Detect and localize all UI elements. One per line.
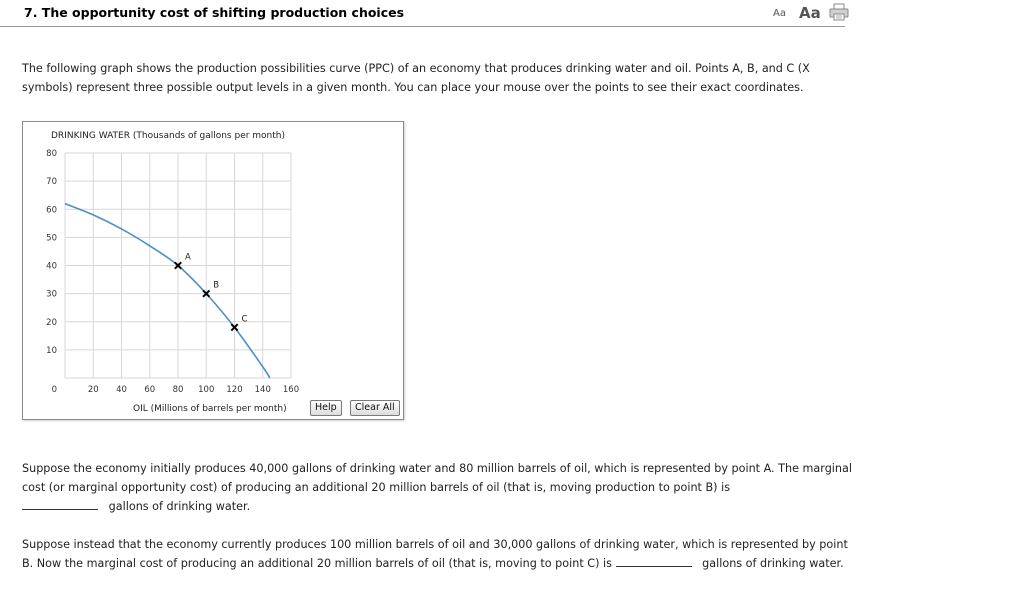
intro-text: The following graph shows the production possibilities curve (PPC) of an economy that produces drinking water and oil. Points A, B, and C (X symbols) represent three possible output levels in a given month. You can place your mouse over the points to see their exact coordinates. [22,62,810,94]
x-tick-label: 60 [144,385,156,395]
y-tick-label: 30 [46,289,57,300]
x-tick-label: 20 [87,385,99,395]
font-size-large-button[interactable]: Aa [799,4,821,22]
x-tick-label: 160 [282,385,300,395]
y-tick-label: 0 [51,385,57,395]
y-tick-label: 10 [46,345,57,356]
question-1-tail: gallons of drinking water. [108,500,251,513]
help-button[interactable]: Help [310,400,342,416]
x-tick-label: 80 [172,385,184,395]
x-tick-label: 140 [254,385,271,395]
graph-panel [22,121,404,420]
x-axis-label: OIL (Millions of barrels per month) [133,404,287,414]
x-tick-label: 100 [198,385,215,395]
question-2 [22,535,852,573]
question-1 [22,459,852,516]
ppc-chart [23,122,403,419]
y-tick-label: 80 [46,149,57,159]
answer-1-input[interactable] [22,498,98,510]
printer-icon[interactable] [829,3,849,21]
header-bar [0,0,845,27]
y-tick-label: 70 [46,177,57,188]
x-tick-label: 40 [116,385,127,395]
point-b-label: B [213,280,220,291]
y-tick-label: 20 [46,317,57,328]
question-2-text: Suppose instead that the economy currently produces 100 million barrels of oil and 30,000 gallons of drinking water, which is represented by point B. Now the marginal cost of producing an additional 20 million barrels of oil (that is, moving to point C) is [22,538,848,570]
x-tick-label: 120 [226,385,243,395]
ppc-curve [65,204,270,378]
font-size-small-button[interactable]: Aa [773,8,786,19]
answer-2-input[interactable] [616,555,692,567]
y-tick-label: 60 [46,205,57,216]
y-tick-label: 40 [46,261,57,272]
question-title: 7. The opportunity cost of shifting production choices [24,5,405,20]
y-tick-label: 50 [46,233,57,244]
clear-all-button[interactable]: Clear All [350,400,400,416]
question-2-tail: gallons of drinking water. [702,557,844,570]
point-c-label: C [241,314,248,325]
question-1-text: Suppose the economy initially produces 40,000 gallons of drinking water and 80 million barrels of oil, which is represented by point A. The marginal cost (or marginal opportunity cost) of producing an additional 20 million barrels of oil (that is, moving production to point B) is [22,462,852,494]
y-axis-label: DRINKING WATER (Thousands of gallons per month) [51,131,286,141]
point-a-label: A [185,252,191,263]
